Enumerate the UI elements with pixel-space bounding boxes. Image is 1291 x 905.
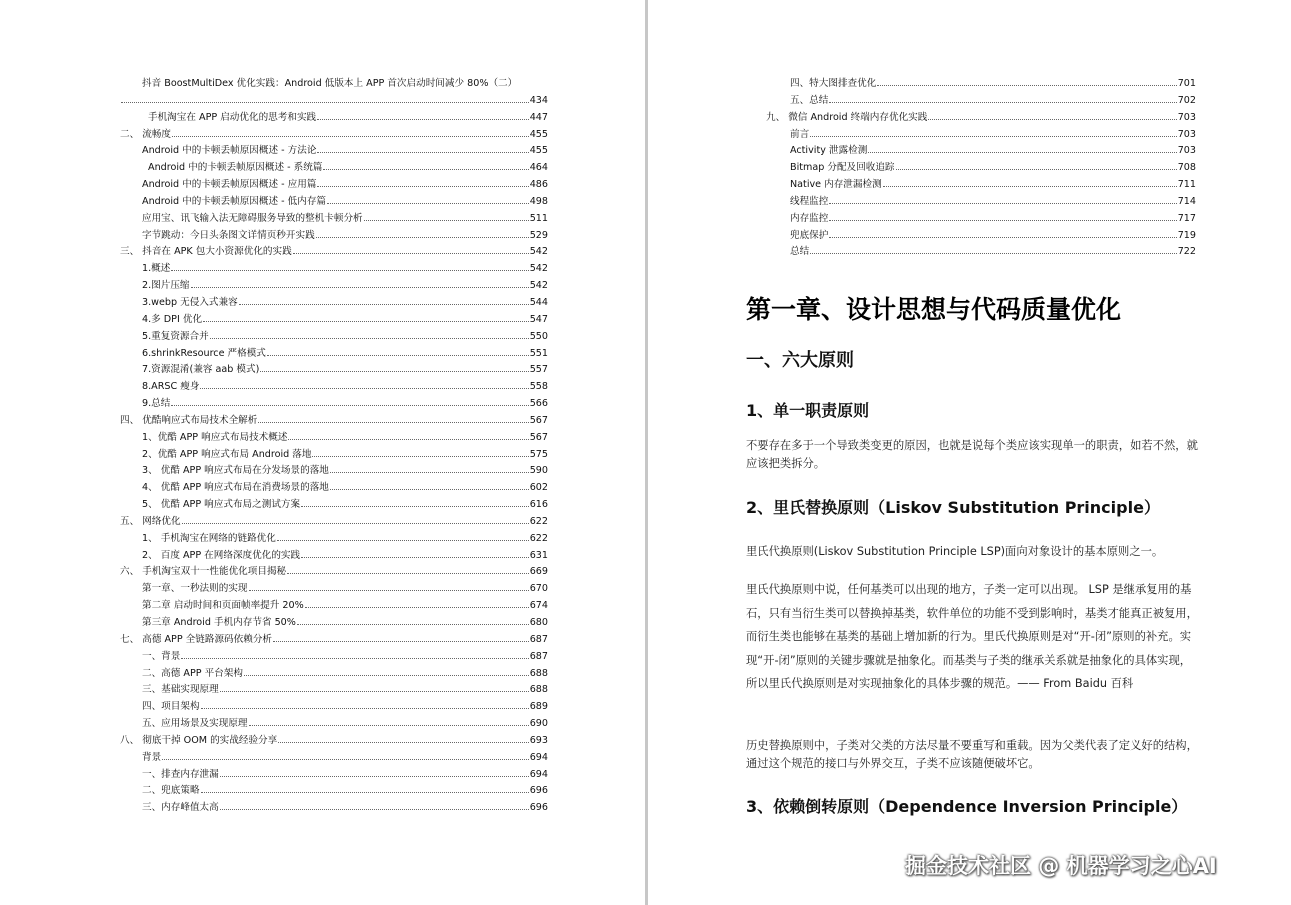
toc-entry-title: 2.图片压缩 — [142, 280, 190, 292]
toc-entry[interactable] — [120, 615, 548, 632]
toc-leader-dots — [297, 624, 529, 625]
toc-entry[interactable] — [120, 531, 548, 548]
toc-entry-title: 第二章 启动时间和页面帧率提升 20% — [142, 600, 304, 612]
principle-2-title: 2、里氏替换原则（Liskov Substitution Principle） — [746, 498, 1160, 517]
toc-entry-page: 689 — [529, 701, 548, 713]
toc-entry-title: 3、 优酷 APP 响应式布局在分发场景的落地 — [142, 465, 329, 477]
principle-3-title: 3、依赖倒转原则（Dependence Inversion Principle） — [746, 797, 1188, 816]
toc-entry[interactable] — [120, 699, 548, 716]
toc-entry-title: 五、应用场景及实现原理 — [142, 718, 248, 730]
toc-entry-title: 二、兜底策略 — [142, 785, 200, 797]
toc-entry[interactable] — [120, 177, 548, 194]
toc-entry[interactable] — [120, 783, 548, 800]
toc-entry-page: 590 — [529, 465, 548, 477]
toc-leader-dots — [249, 725, 529, 726]
toc-entry[interactable] — [120, 716, 548, 733]
toc-entry-page: 616 — [529, 499, 548, 511]
toc-entry-title: 二、 流畅度 — [120, 128, 172, 140]
toc-entry-title: 7.资源混淆(兼容 aab 模式) — [142, 364, 260, 376]
toc-entry[interactable] — [120, 649, 548, 666]
toc-entry-page: 703 — [1177, 128, 1196, 140]
toc-leader-dots — [317, 152, 528, 153]
toc-entry-page: 688 — [529, 684, 548, 696]
toc-leader-dots — [829, 102, 1176, 103]
toc-entry-page: 722 — [1177, 246, 1196, 258]
toc-entry[interactable] — [120, 564, 548, 581]
toc-leader-dots — [312, 456, 528, 457]
toc-leader-dots — [220, 809, 529, 810]
toc-leader-dots — [239, 304, 529, 305]
toc-entry-title: 八、 彻底干掉 OOM 的实战经验分享 — [120, 734, 278, 746]
toc-entry-page: 455 — [529, 128, 548, 140]
toc-leader-dots — [810, 136, 1177, 137]
toc-entry[interactable] — [120, 548, 548, 565]
toc-entry[interactable] — [120, 767, 548, 784]
toc-leader-dots — [220, 691, 529, 692]
toc-entry-title: 内存监控 — [790, 212, 829, 224]
toc-entry-title: Android 中的卡顿丢帧原因概述 - 方法论 — [142, 145, 317, 157]
toc-entry-page: 708 — [1177, 162, 1196, 174]
toc-entry[interactable] — [120, 497, 548, 514]
toc-entry-title: 七、 高德 APP 全链路源码依赖分析 — [120, 633, 273, 645]
toc-entry-title: 线程监控 — [790, 195, 829, 207]
toc-entry-title: 背景 — [142, 751, 162, 763]
toc-leader-dots — [220, 776, 529, 777]
toc-leader-dots — [182, 523, 529, 524]
toc-entry[interactable] — [120, 430, 548, 447]
toc-entry[interactable] — [120, 750, 548, 767]
toc-entry-title: 3.webp 无侵入式兼容 — [142, 296, 238, 308]
toc-leader-dots — [317, 186, 528, 187]
toc-entry-page: 688 — [529, 667, 548, 679]
toc-entry-page: 551 — [529, 347, 548, 359]
toc-entry-title: 抖音 BoostMultiDex 优化实践：Android 低版本上 APP 首次启动时间减少 80%（二） — [142, 78, 518, 89]
toc-leader-dots — [200, 388, 528, 389]
toc-entry[interactable] — [766, 244, 1196, 261]
toc-entry-title: 四、 优酷响应式布局技术全解析 — [120, 414, 258, 426]
toc-entry-title: 5.重复资源合并 — [142, 330, 209, 342]
toc-entry[interactable] — [120, 733, 548, 750]
toc-entry-page: 498 — [529, 195, 548, 207]
toc-entry-page: 566 — [529, 398, 548, 410]
toc-entry[interactable] — [120, 127, 548, 144]
toc-entry-title: 四、特大图排查优化 — [790, 78, 877, 89]
toc-entry[interactable] — [120, 581, 548, 598]
toc-entry[interactable] — [120, 160, 548, 177]
toc-entry-page: 694 — [529, 751, 548, 763]
toc-leader-dots — [258, 422, 528, 423]
toc-entry[interactable] — [120, 211, 548, 228]
toc-entry-page: 711 — [1177, 179, 1196, 191]
toc-leader-dots — [330, 472, 529, 473]
toc-leader-dots — [267, 355, 529, 356]
toc-leader-dots — [896, 169, 1177, 170]
toc-leader-dots — [301, 506, 529, 507]
toc-entry-title: Android 中的卡顿丢帧原因概述 - 低内存篇 — [142, 195, 327, 207]
toc-entry-page: 575 — [529, 448, 548, 460]
toc-entry-page: 434 — [529, 94, 548, 106]
toc-leader-dots — [287, 573, 529, 574]
toc-entry[interactable] — [120, 295, 548, 312]
table-of-contents-right — [766, 76, 1196, 261]
toc-entry-page: 701 — [1177, 78, 1196, 89]
toc-entry-title: Android 中的卡顿丢帧原因概述 - 系统篇 — [148, 162, 323, 174]
toc-entry[interactable] — [120, 682, 548, 699]
toc-entry[interactable] — [120, 93, 548, 110]
principle-1-text: 不要存在多于一个导致类变更的原因，也就是说每个类应该实现单一的职责，如若不然，就应该把类拆分。 — [746, 439, 1198, 470]
toc-leader-dots — [121, 102, 529, 103]
toc-leader-dots — [273, 641, 529, 642]
toc-leader-dots — [364, 220, 529, 221]
toc-entry[interactable] — [120, 362, 548, 379]
toc-entry-page: 542 — [529, 263, 548, 275]
toc-entry-page: 511 — [529, 212, 548, 224]
toc-entry-title: 8.ARSC 瘦身 — [142, 381, 200, 393]
chapter-title: 第一章、设计思想与代码质量优化 — [746, 295, 1122, 324]
principle-2-text-3: 历史替换原则中，子类对父类的方法尽量不要重写和重载。因为父类代表了定义好的结构，通过这个规范的接口与外界交互，子类不应该随便破坏它。 — [746, 739, 1198, 770]
toc-leader-dots — [316, 237, 529, 238]
toc-entry-page: 486 — [529, 179, 548, 191]
toc-entry-page: 696 — [529, 785, 548, 797]
toc-entry[interactable] — [120, 632, 548, 649]
toc-entry[interactable] — [766, 177, 1196, 194]
toc-entry-page: 550 — [529, 330, 548, 342]
toc-entry[interactable] — [120, 379, 548, 396]
toc-entry-title: 四、项目架构 — [142, 701, 200, 713]
toc-leader-dots — [928, 119, 1176, 120]
toc-leader-dots — [810, 253, 1177, 254]
toc-entry[interactable] — [120, 228, 548, 245]
toc-entry-page: 703 — [1177, 111, 1196, 123]
toc-entry-title: 三、基础实现原理 — [142, 684, 219, 696]
toc-entry[interactable] — [120, 76, 548, 93]
toc-leader-dots — [301, 557, 529, 558]
toc-leader-dots — [877, 85, 1176, 86]
toc-entry-page: 674 — [529, 600, 548, 612]
toc-entry-page: 622 — [529, 532, 548, 544]
toc-entry[interactable] — [120, 447, 548, 464]
principle-2-text-2: 里氏代换原则中说，任何基类可以出现的地方，子类一定可以出现。 LSP 是继承复用的基石，只有当衍生类可以替换掉基类，软件单位的功能不受到影响时，基类才能真正被复用，而衍生类也能够在基类的基础上增加新的行为。里氏代换原则是对“开-闭”原则的补充。实现“开-闭”原则的关键步骤就是抽象化。而基类与子类的继承关系就是抽象化的具体实现，所以里氏代换原则是对实现抽象化的具体步骤的规范。—— From Baidu 百科 — [746, 583, 1198, 691]
toc-entry[interactable] — [120, 312, 548, 329]
toc-entry-title: 4、 优酷 APP 响应式布局在消费场景的落地 — [142, 482, 329, 494]
toc-leader-dots — [278, 742, 528, 743]
toc-entry-page: 696 — [529, 802, 548, 814]
toc-entry-page: 447 — [529, 111, 548, 123]
toc-leader-dots — [260, 371, 528, 372]
toc-entry[interactable] — [766, 211, 1196, 228]
toc-entry-page: 687 — [529, 650, 548, 662]
toc-entry-page: 567 — [529, 414, 548, 426]
toc-entry-title: 二、高德 APP 平台架构 — [142, 667, 243, 679]
toc-entry[interactable] — [120, 278, 548, 295]
toc-entry-title: 五、 网络优化 — [120, 515, 181, 527]
toc-entry[interactable] — [120, 598, 548, 615]
toc-entry-title: 4.多 DPI 优化 — [142, 313, 203, 325]
toc-leader-dots — [201, 792, 529, 793]
toc-entry[interactable] — [766, 194, 1196, 211]
toc-entry-page: 717 — [1177, 212, 1196, 224]
toc-leader-dots — [244, 675, 529, 676]
toc-entry[interactable] — [120, 480, 548, 497]
toc-entry-title: Bitmap 分配及回收追踪 — [790, 162, 895, 174]
toc-leader-dots — [829, 237, 1176, 238]
toc-entry-page: 529 — [529, 229, 548, 241]
toc-entry-title: 三、内存峰值太高 — [142, 802, 219, 814]
toc-leader-dots — [323, 169, 528, 170]
toc-entry-title: 1、 手机淘宝在网络的链路优化 — [142, 532, 276, 544]
toc-entry-title: 6.shrinkResource 严格模式 — [142, 347, 266, 359]
principle-1-title: 1、单一职责原则 — [746, 401, 870, 420]
toc-leader-dots — [868, 152, 1176, 153]
toc-leader-dots — [191, 287, 529, 288]
toc-entry-page: 602 — [529, 482, 548, 494]
toc-leader-dots — [288, 439, 528, 440]
toc-leader-dots — [305, 607, 529, 608]
toc-entry[interactable] — [766, 143, 1196, 160]
toc-entry[interactable] — [766, 93, 1196, 110]
toc-leader-dots — [171, 270, 528, 271]
toc-entry[interactable] — [120, 329, 548, 346]
section-title: 一、六大原则 — [746, 350, 854, 371]
toc-leader-dots — [249, 590, 529, 591]
toc-entry-page: 702 — [1177, 94, 1196, 106]
toc-entry[interactable] — [120, 143, 548, 160]
toc-entry-title: 9.总结 — [142, 398, 171, 410]
toc-entry[interactable] — [120, 463, 548, 480]
toc-entry-title: 九、 微信 Android 终端内存优化实践 — [766, 111, 928, 123]
toc-entry[interactable] — [766, 127, 1196, 144]
toc-entry[interactable] — [120, 261, 548, 278]
toc-entry-page: 542 — [529, 246, 548, 258]
principle-2-text-1: 里氏代换原则(Liskov Substitution Principle LSP)面向对象设计的基本原则之一。 — [746, 545, 1164, 558]
toc-entry-page: 464 — [529, 162, 548, 174]
toc-entry-title: 前言 — [790, 128, 810, 140]
toc-entry-title: 五、总结 — [790, 94, 829, 106]
toc-entry-title: 总结 — [790, 246, 810, 258]
toc-leader-dots — [277, 540, 529, 541]
toc-entry-page: 680 — [529, 617, 548, 628]
toc-entry-page: 567 — [529, 431, 548, 443]
toc-entry-title: 手机淘宝在 APP 启动优化的思考和实践 — [148, 111, 317, 123]
toc-leader-dots — [181, 658, 528, 659]
toc-entry[interactable] — [120, 194, 548, 211]
toc-entry-page: 547 — [529, 313, 548, 325]
toc-leader-dots — [172, 136, 529, 137]
toc-entry[interactable] — [766, 110, 1196, 127]
toc-entry-title: 1、优酷 APP 响应式布局技术概述 — [142, 431, 288, 443]
toc-entry[interactable] — [120, 346, 548, 363]
toc-entry-page: 703 — [1177, 145, 1196, 157]
toc-entry-page: 622 — [529, 515, 548, 527]
toc-entry-title: 2、 百度 APP 在网络深度优化的实践 — [142, 549, 301, 561]
toc-entry[interactable] — [766, 228, 1196, 245]
toc-entry-page: 557 — [529, 364, 548, 376]
toc-leader-dots — [883, 186, 1177, 187]
toc-entry-page: 694 — [529, 768, 548, 780]
toc-entry-page: 714 — [1177, 195, 1196, 207]
toc-entry-title: 2、优酷 APP 响应式布局 Android 落地 — [142, 448, 312, 460]
toc-entry-title: 第三章 Android 手机内存节省 50% — [142, 617, 296, 628]
toc-entry-title: 第一章、一秒法则的实现 — [142, 583, 248, 595]
toc-entry-title: 应用宝、讯飞输入法无障碍服务导致的整机卡顿分析 — [142, 212, 363, 224]
toc-entry-page: 544 — [529, 296, 548, 308]
toc-entry-title: 5、 优酷 APP 响应式布局之测试方案 — [142, 499, 301, 511]
toc-entry[interactable] — [120, 800, 548, 817]
toc-entry[interactable] — [766, 76, 1196, 93]
toc-leader-dots — [201, 708, 529, 709]
toc-entry-title: 兜底保护 — [790, 229, 829, 241]
toc-entry-title: 字节跳动：今日头条图文详情页秒开实践 — [142, 229, 315, 241]
toc-entry[interactable] — [120, 396, 548, 413]
toc-entry-page: 669 — [529, 566, 548, 578]
toc-leader-dots — [829, 203, 1176, 204]
toc-leader-dots — [829, 220, 1176, 221]
toc-entry[interactable] — [120, 514, 548, 531]
toc-entry-page: 455 — [529, 145, 548, 157]
toc-leader-dots — [171, 405, 528, 406]
toc-entry-page: 693 — [529, 734, 548, 746]
toc-entry-page: 670 — [529, 583, 548, 595]
toc-leader-dots — [203, 321, 529, 322]
toc-entry[interactable] — [120, 110, 548, 127]
toc-entry-page: 690 — [529, 718, 548, 730]
toc-entry-title: 一、背景 — [142, 650, 181, 662]
toc-entry-page: 631 — [529, 549, 548, 561]
toc-entry-title: Android 中的卡顿丢帧原因概述 - 应用篇 — [142, 179, 317, 191]
table-of-contents-left — [120, 76, 548, 817]
toc-leader-dots — [162, 759, 529, 760]
toc-leader-dots — [327, 203, 529, 204]
toc-entry[interactable] — [766, 160, 1196, 177]
toc-entry-title: Activity 泄露检测 — [790, 145, 868, 157]
toc-leader-dots — [210, 338, 529, 339]
toc-entry-title: 三、 抖音在 APK 包大小资源优化的实践 — [120, 246, 292, 258]
toc-entry-page: 719 — [1177, 229, 1196, 241]
toc-leader-dots — [317, 119, 529, 120]
toc-leader-dots — [293, 253, 529, 254]
toc-entry[interactable] — [120, 244, 548, 261]
toc-entry-title: 一、排查内存泄漏 — [142, 768, 219, 780]
toc-leader-dots — [330, 489, 529, 490]
toc-entry-title: Native 内存泄漏检测 — [790, 179, 882, 191]
toc-entry[interactable] — [120, 666, 548, 683]
toc-entry-page: 687 — [529, 633, 548, 645]
toc-entry-page: 542 — [529, 280, 548, 292]
toc-entry[interactable] — [120, 413, 548, 430]
toc-entry-title: 1.概述 — [142, 263, 171, 275]
watermark: 掘金技术社区 @ 机器学习之心AI — [905, 854, 1217, 878]
toc-entry-title: 六、 手机淘宝双十一性能优化项目揭秘 — [120, 566, 287, 578]
toc-entry-page: 558 — [529, 381, 548, 393]
